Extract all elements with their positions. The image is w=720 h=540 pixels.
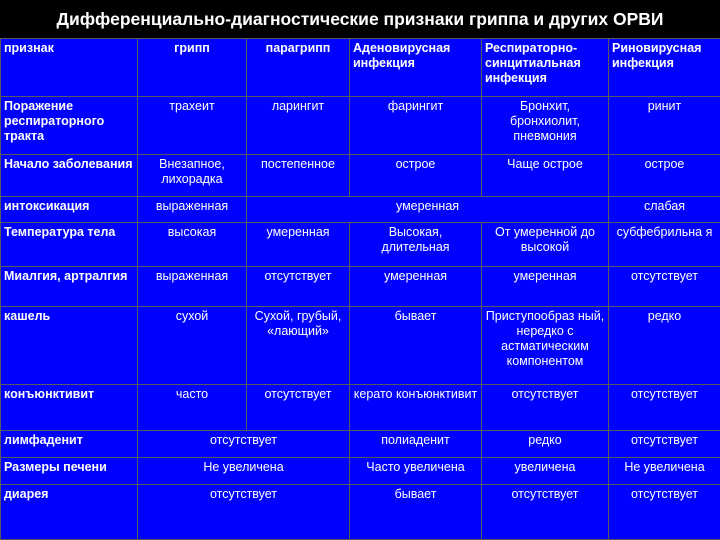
table-cell: увеличена xyxy=(482,458,609,485)
header-row xyxy=(1,39,720,97)
table-cell: Не увеличена xyxy=(609,458,720,485)
header-cell: Аденовирусная инфекция xyxy=(350,39,482,97)
table-cell: Высокая, длительная xyxy=(350,223,482,267)
table-row xyxy=(1,197,720,223)
header-cell: парагрипп xyxy=(247,39,350,97)
table-row xyxy=(1,223,720,267)
table-cell: отсутствует xyxy=(247,385,350,431)
table-cell: острое xyxy=(609,155,720,197)
table-cell: Не увеличена xyxy=(138,458,350,485)
row-label: Размеры печени xyxy=(1,458,138,485)
table-row xyxy=(1,485,720,540)
table-cell: Чаще острое xyxy=(482,155,609,197)
table-cell: слабая xyxy=(609,197,720,223)
table-cell: От умеренной до высокой xyxy=(482,223,609,267)
table-cell: редко xyxy=(609,307,720,385)
table-cell: отсутствует xyxy=(482,485,609,540)
table-cell: умеренная xyxy=(482,267,609,307)
table-cell: отсутствует xyxy=(609,385,720,431)
table-cell: Приступообраз ный, нередко с астматическим компонентом xyxy=(482,307,609,385)
table-cell: умеренная xyxy=(247,223,350,267)
row-label: Поражение респираторного тракта xyxy=(1,97,138,155)
page-title: Дифференциально-диагностические признаки гриппа и других ОРВИ xyxy=(56,8,664,29)
table-row xyxy=(1,458,720,485)
table-cell: редко xyxy=(482,431,609,458)
table-cell: бывает xyxy=(350,485,482,540)
table-row xyxy=(1,155,720,197)
table-cell: отсутствует xyxy=(138,485,350,540)
row-label: кашель xyxy=(1,307,138,385)
table-row xyxy=(1,307,720,385)
row-label: Миалгия, артралгия xyxy=(1,267,138,307)
table-row xyxy=(1,97,720,155)
table-row xyxy=(1,385,720,431)
row-label: конъюнктивит xyxy=(1,385,138,431)
table-cell: ларингит xyxy=(247,97,350,155)
table-cell: субфебрильна я xyxy=(609,223,720,267)
table-cell: отсутствует xyxy=(609,267,720,307)
table-cell: Бронхит, бронхиолит, пневмония xyxy=(482,97,609,155)
row-label: лимфаденит xyxy=(1,431,138,458)
table-cell: трахеит xyxy=(138,97,247,155)
row-label: Температура тела xyxy=(1,223,138,267)
table-cell: полиаденит xyxy=(350,431,482,458)
header-cell: грипп xyxy=(138,39,247,97)
table-cell: выраженная xyxy=(138,197,247,223)
row-label: интоксикация xyxy=(1,197,138,223)
header-cell: Респираторно-синцитиальная инфекция xyxy=(482,39,609,97)
table-cell: высокая xyxy=(138,223,247,267)
table-cell: керато конъюнктивит xyxy=(350,385,482,431)
row-label: диарея xyxy=(1,485,138,540)
table-cell: бывает xyxy=(350,307,482,385)
table-cell: выраженная xyxy=(138,267,247,307)
header-cell: Риновирусная инфекция xyxy=(609,39,720,97)
table-cell: постепенное xyxy=(247,155,350,197)
table-cell: острое xyxy=(350,155,482,197)
diagnostic-table xyxy=(0,38,720,540)
table-cell: Внезапное, лихорадка xyxy=(138,155,247,197)
table-cell: умеренная xyxy=(350,267,482,307)
table-cell: отсутствует xyxy=(609,431,720,458)
table-cell: сухой xyxy=(138,307,247,385)
table-cell: отсутствует xyxy=(247,267,350,307)
table-cell: фарингит xyxy=(350,97,482,155)
table-cell: умеренная xyxy=(247,197,609,223)
table-cell: отсутствует xyxy=(482,385,609,431)
table-row xyxy=(1,431,720,458)
table-cell: отсутствует xyxy=(609,485,720,540)
table-cell: отсутствует xyxy=(138,431,350,458)
table-cell: часто xyxy=(138,385,247,431)
table-row xyxy=(1,267,720,307)
row-label: Начало заболевания xyxy=(1,155,138,197)
table-cell: ринит xyxy=(609,97,720,155)
table-cell: Сухой, грубый, «лающий» xyxy=(247,307,350,385)
header-cell: признак xyxy=(1,39,138,97)
table-cell: Часто увеличена xyxy=(350,458,482,485)
